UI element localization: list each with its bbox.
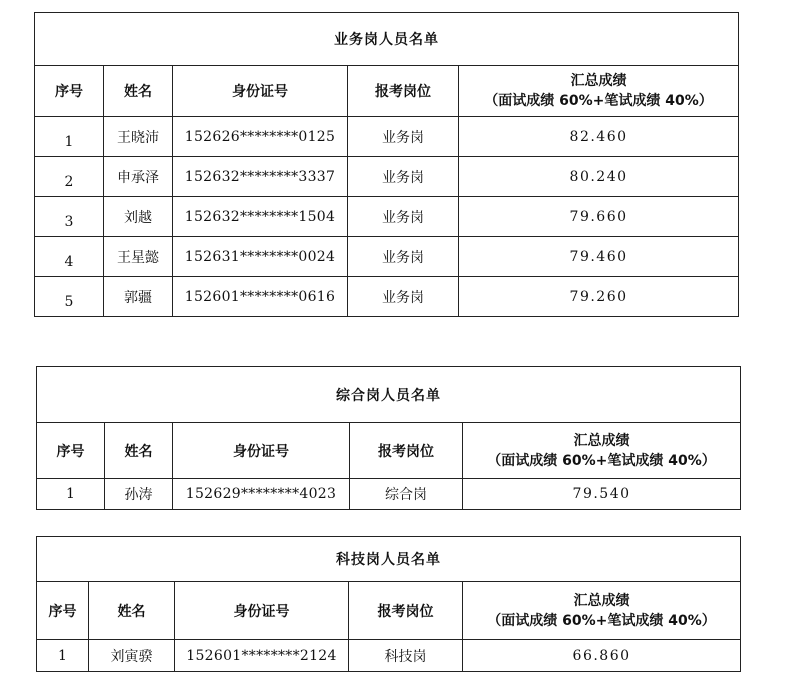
row-no: 1	[37, 479, 105, 510]
header-name: 姓名	[89, 582, 175, 640]
table-header-row	[37, 423, 741, 479]
row-score: 79.460	[459, 237, 739, 277]
row-name: 王星懿	[104, 237, 173, 277]
row-name: 孙涛	[105, 479, 173, 510]
row-id: 152632********3337	[173, 157, 348, 197]
row-id: 152631********0024	[173, 237, 348, 277]
table-title: 科技岗人员名单	[37, 537, 741, 582]
table-title: 业务岗人员名单	[35, 13, 739, 66]
header-score-line2: （面试成绩 60%+笔试成绩 40%）	[487, 452, 716, 469]
header-score-line2: （面试成绩 60%+笔试成绩 40%）	[484, 93, 713, 109]
header-no: 序号	[37, 423, 105, 479]
table-row	[35, 197, 739, 237]
row-id: 152601********2124	[175, 640, 349, 672]
header-post: 报考岗位	[348, 66, 459, 117]
table-row	[35, 277, 739, 317]
row-no: 1	[37, 640, 89, 672]
table-title: 综合岗人员名单	[37, 367, 741, 423]
header-post: 报考岗位	[350, 423, 463, 479]
header-score	[459, 66, 739, 117]
row-no: 3	[35, 197, 104, 237]
table-row	[35, 157, 739, 197]
table-row	[37, 479, 741, 510]
header-name: 姓名	[105, 423, 173, 479]
header-score	[463, 423, 741, 479]
row-id: 152601********0616	[173, 277, 348, 317]
general-post-table	[36, 366, 741, 510]
row-score: 79.540	[463, 479, 741, 510]
row-post: 业务岗	[348, 197, 459, 237]
row-name: 刘越	[104, 197, 173, 237]
business-post-table	[34, 12, 739, 317]
header-id: 身份证号	[175, 582, 349, 640]
header-score	[463, 582, 741, 640]
table-row	[37, 640, 741, 672]
header-score-line1: 汇总成绩	[570, 73, 627, 89]
row-post: 业务岗	[348, 157, 459, 197]
row-name: 申承泽	[104, 157, 173, 197]
row-no: 5	[35, 277, 104, 317]
row-name: 刘寅骙	[89, 640, 175, 672]
header-score-line1: 汇总成绩	[573, 592, 630, 609]
row-name: 郭疆	[104, 277, 173, 317]
header-name: 姓名	[104, 66, 173, 117]
row-no: 2	[35, 157, 104, 197]
row-post: 业务岗	[348, 117, 459, 157]
row-id: 152629********4023	[173, 479, 350, 510]
row-no: 4	[35, 237, 104, 277]
header-post: 报考岗位	[349, 582, 463, 640]
row-post: 科技岗	[349, 640, 463, 672]
row-id: 152626********0125	[173, 117, 348, 157]
row-score: 66.860	[463, 640, 741, 672]
row-score: 82.460	[459, 117, 739, 157]
table-header-row	[35, 66, 739, 117]
header-no: 序号	[37, 582, 89, 640]
row-post: 业务岗	[348, 277, 459, 317]
row-score: 79.260	[459, 277, 739, 317]
row-score: 79.660	[459, 197, 739, 237]
header-no: 序号	[35, 66, 104, 117]
row-no: 1	[35, 117, 104, 157]
row-score: 80.240	[459, 157, 739, 197]
header-score-line2: （面试成绩 60%+笔试成绩 40%）	[487, 612, 716, 629]
header-id: 身份证号	[173, 66, 348, 117]
row-name: 王晓沛	[104, 117, 173, 157]
row-id: 152632********1504	[173, 197, 348, 237]
header-id: 身份证号	[173, 423, 350, 479]
table-header-row	[37, 582, 741, 640]
row-post: 综合岗	[350, 479, 463, 510]
header-score-line1: 汇总成绩	[573, 432, 630, 449]
tech-post-table	[36, 536, 741, 672]
row-post: 业务岗	[348, 237, 459, 277]
table-row	[35, 237, 739, 277]
table-row	[35, 117, 739, 157]
